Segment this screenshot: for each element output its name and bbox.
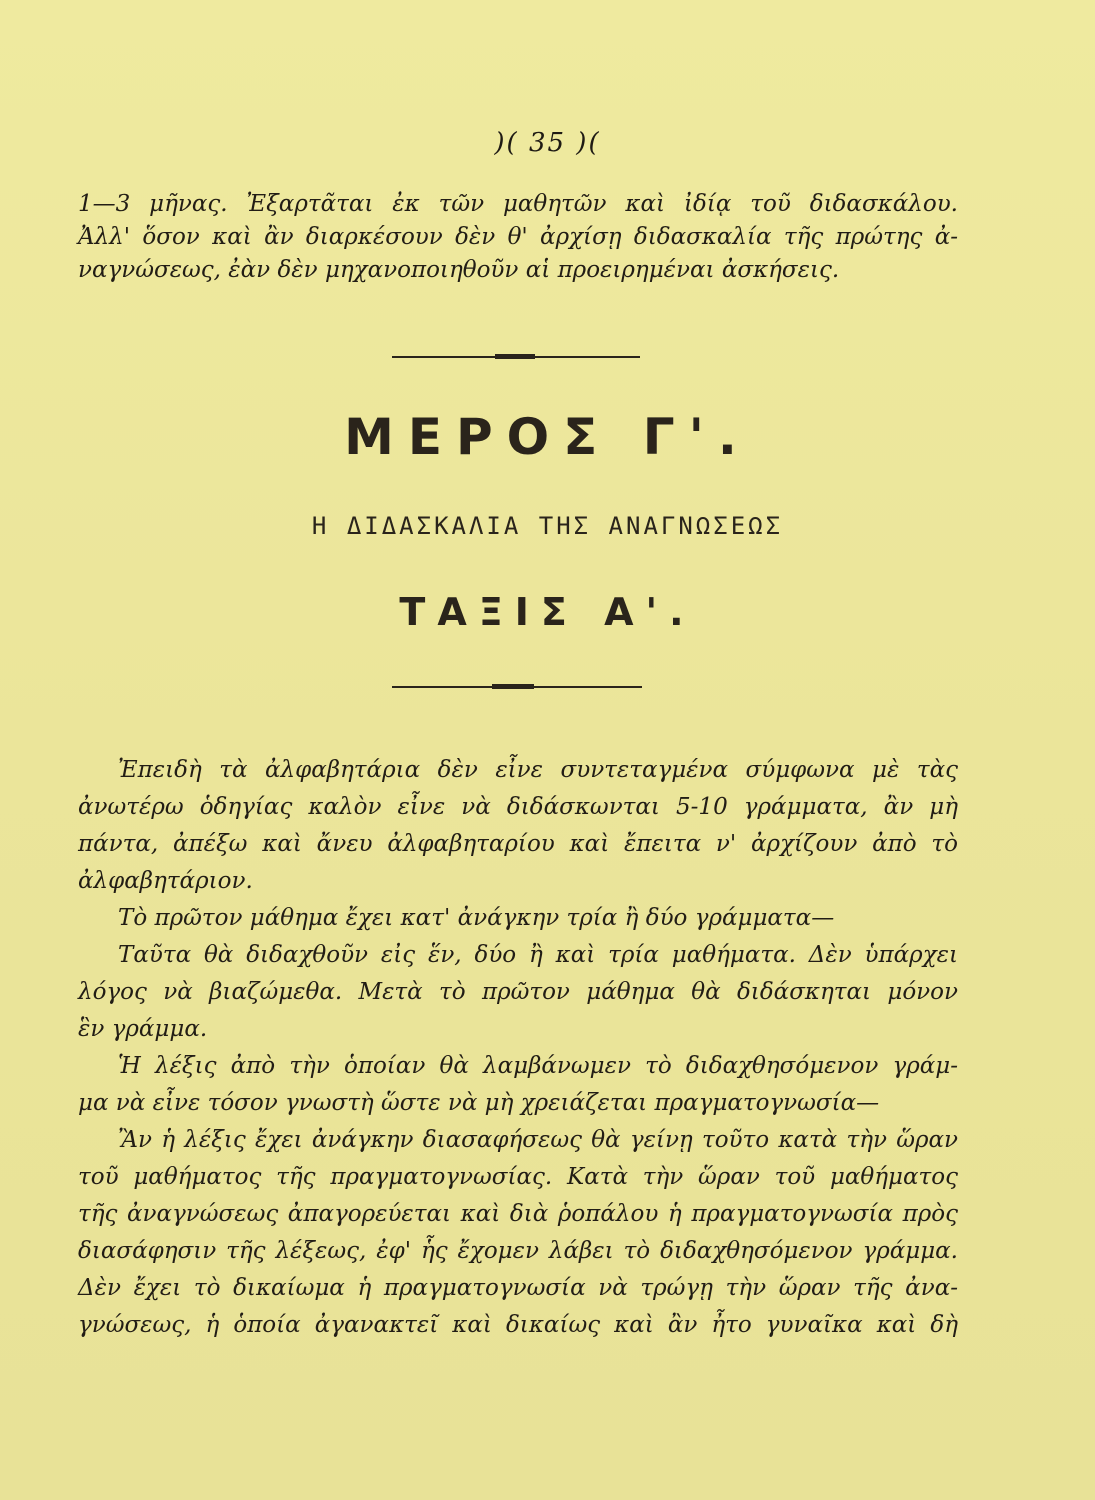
body-line: Ἡ λέξις ἀπὸ τὴν ὁποίαν θὰ λαμβάνωμεν τὸ διδαχθησόμενον γράμ- xyxy=(118,1053,958,1079)
body-line: Δὲν ἔχει τὸ δικαίωμα ἡ πραγματογνωσία νὰ τρώγῃ τὴν ὥραν τῆς ἀνα- xyxy=(78,1275,958,1301)
body-text xyxy=(78,752,958,1344)
body-line: Ἂν ἡ λέξις ἔχει ἀνάγκην διασαφήσεως θὰ γείνῃ τοῦτο κατὰ τὴν ὥραν xyxy=(118,1127,958,1153)
intro-line: ναγνώσεως, ἐὰν δὲν μηχανοποιηθοῦν αἱ προειρημέναι ἀσκήσεις. xyxy=(78,257,840,283)
body-line: πάντα, ἀπέξω καὶ ἄνευ ἀλφαβηταρίου καὶ ἔπειτα ν' ἀρχίζουν ἀπὸ τὸ xyxy=(78,831,958,857)
divider-ornament xyxy=(495,354,535,359)
body-line: μα νὰ εἶνε τόσον γνωστὴ ὥστε νὰ μὴ χρειάζεται πραγματογνωσία— xyxy=(78,1090,880,1116)
body-line: ἀλφαβητάριον. xyxy=(78,868,253,894)
body-line: ἀνωτέρω ὁδηγίας καλὸν εἶνε νὰ διδάσκωνται 5-10 γράμματα, ἂν μὴ xyxy=(78,794,958,820)
body-line: Ἐπειδὴ τὰ ἀλφαβητάρια δὲν εἶνε συντεταγμένα σύμφωνα μὲ τὰς xyxy=(118,757,958,783)
body-line: γνώσεως, ἡ ὁποία ἀγανακτεῖ καὶ δικαίως καὶ ἂν ἦτο γυναῖκα καὶ δὴ xyxy=(78,1312,958,1338)
intro-line: Ἀλλ' ὅσον καὶ ἂν διαρκέσουν δὲν θ' ἀρχίσῃ διδασκαλία τῆς πρώτης ἀ- xyxy=(78,224,958,250)
intro-line: 1—3 μῆνας. Ἐξαρτᾶται ἐκ τῶν μαθητῶν καὶ ἰδίᾳ τοῦ διδασκάλου. xyxy=(78,191,958,217)
body-line: τῆς ἀναγνώσεως ἀπαγορεύεται καὶ διὰ ῥοπάλου ἡ πραγματογνωσία πρὸς xyxy=(78,1201,958,1227)
intro-paragraph xyxy=(78,188,958,287)
body-line: Τὸ πρῶτον μάθημα ἔχει κατ' ἀνάγκην τρία ἢ δύο γράμματα— xyxy=(118,905,835,931)
section-subtitle: Η ΔΙΔΑΣΚΑΛΙΑ ΤΗΣ ΑΝΑΓΝΩΣΕΩΣ xyxy=(311,512,784,540)
body-line: ἓν γράμμα. xyxy=(78,1016,208,1042)
section-title: ΜΕΡΟΣ Γ'. xyxy=(344,408,751,466)
body-line: λόγος νὰ βιαζώμεθα. Μετὰ τὸ πρῶτον μάθημα θὰ διδάσκηται μόνον xyxy=(78,979,958,1005)
body-line: τοῦ μαθήματος τῆς πραγματογνωσίας. Κατὰ τὴν ὥραν τοῦ μαθήματος xyxy=(78,1164,958,1190)
body-line: Ταῦτα θὰ διδαχθοῦν εἰς ἕν, δύο ἢ καὶ τρία μαθήματα. Δὲν ὑπάρχει xyxy=(118,942,958,968)
body-line: διασάφησιν τῆς λέξεως, ἐφ' ἧς ἔχομεν λάβει τὸ διδαχθησόμενον γράμμα. xyxy=(78,1238,958,1264)
page-number: )( 35 )( xyxy=(494,128,601,158)
divider-ornament xyxy=(492,684,534,689)
class-title: ΤΑΞΙΣ Α'. xyxy=(399,590,696,634)
